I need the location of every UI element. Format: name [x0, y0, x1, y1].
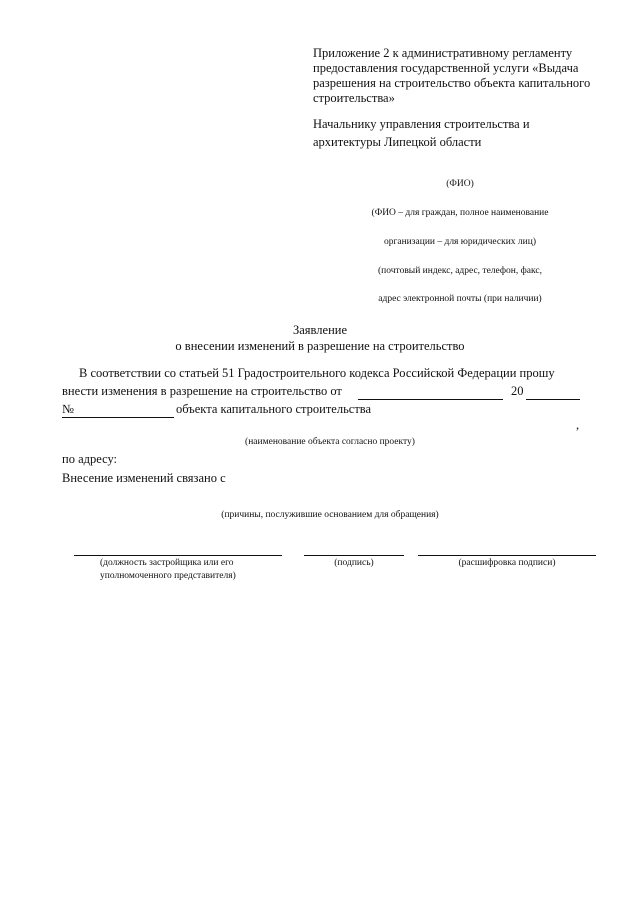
- hint-fio: (ФИО): [446, 179, 474, 189]
- hint-contacts-1: (почтовый индекс, адрес, телефон, факс,: [378, 266, 542, 276]
- reason-hint: (причины, послужившие основанием для обращения): [221, 510, 439, 520]
- body-line-1: В соответствии со статьей 51 Градостроительного кодекса Российской Федерации прошу: [79, 366, 555, 380]
- decode-hint: (расшифровка подписи): [458, 558, 556, 568]
- permit-date-field[interactable]: [358, 399, 503, 400]
- appendix-line-3: разрешения на строительство объекта капитального: [313, 76, 591, 90]
- position-hint-2: уполномоченного представителя): [100, 571, 236, 581]
- addressee-line-1: Начальнику управления строительства и: [313, 117, 530, 131]
- appendix-line-4: строительства»: [313, 91, 395, 105]
- position-hint-1: (должность застройщика или его: [100, 558, 234, 568]
- signature-decode-line[interactable]: [418, 555, 596, 556]
- permit-number-field[interactable]: [62, 417, 174, 418]
- body-line-2-prefix: внести изменения в разрешение на строительство от: [62, 384, 342, 398]
- hint-contacts-2: адрес электронной почты (при наличии): [378, 294, 542, 304]
- document-title: Заявление: [292, 323, 347, 337]
- appendix-line-1: Приложение 2 к административному регламенту: [313, 46, 573, 60]
- signature-hint: (подпись): [334, 558, 374, 568]
- change-reason-label: Внесение изменений связано с: [62, 471, 226, 485]
- hint-fio-org-2: организации – для юридических лиц): [383, 237, 536, 247]
- object-label: объекта капитального строительства: [176, 402, 372, 416]
- object-comma: ,: [576, 418, 580, 432]
- appendix-line-2: предоставления государственной услуги «Выдача: [313, 61, 579, 75]
- address-label: по адресу:: [62, 452, 118, 466]
- position-signature-line[interactable]: [74, 555, 282, 556]
- number-sign: №: [62, 402, 74, 416]
- signature-line[interactable]: [304, 555, 404, 556]
- object-name-hint: (наименование объекта согласно проекту): [245, 437, 415, 447]
- permit-year-field[interactable]: [526, 399, 580, 400]
- year-prefix: 20: [511, 384, 524, 398]
- hint-fio-org-1: (ФИО – для граждан, полное наименование: [371, 208, 549, 218]
- addressee-line-2: архитектуры Липецкой области: [313, 135, 482, 149]
- document-subtitle: о внесении изменений в разрешение на строительство: [175, 339, 465, 353]
